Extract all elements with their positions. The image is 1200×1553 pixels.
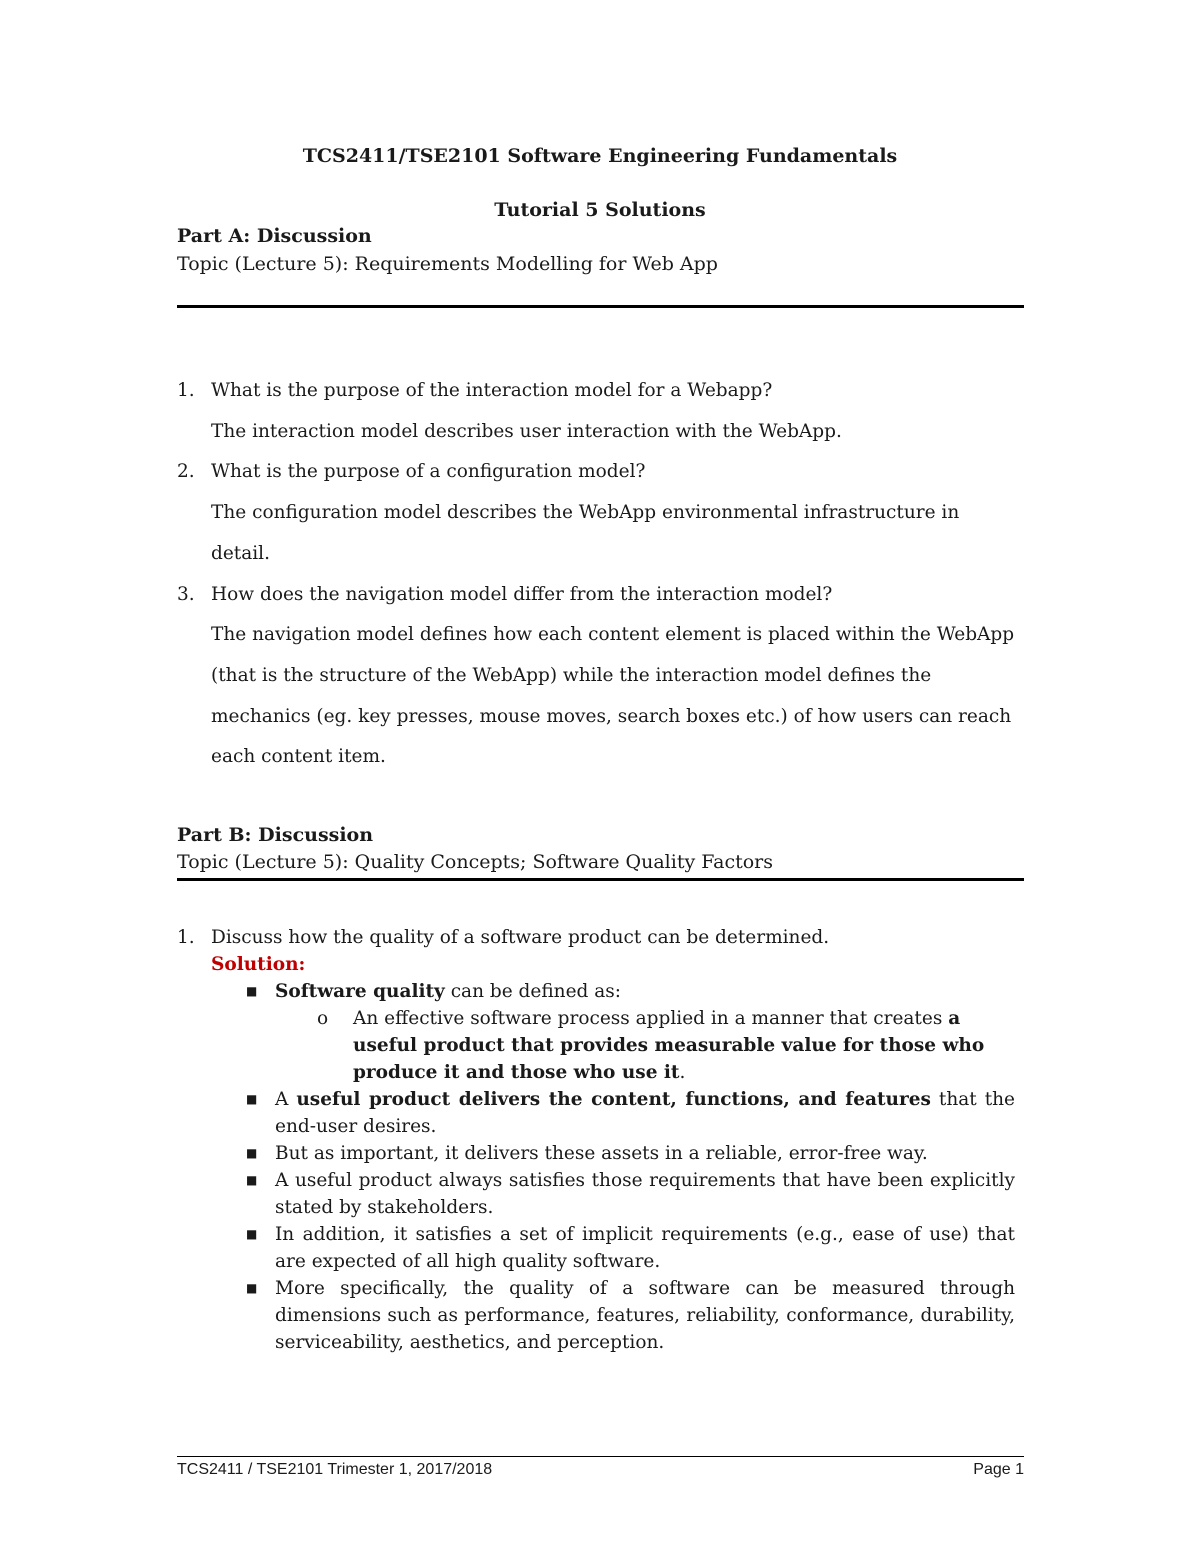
body-text: But as important, it delivers these assets in a reliable, error-free way. xyxy=(275,1143,928,1164)
document-subtitle: Tutorial 5 Solutions xyxy=(494,199,706,221)
part-b-question xyxy=(177,924,1037,951)
part-b-content xyxy=(177,924,1037,1356)
square-bullet-icon: ■ xyxy=(246,1227,258,1241)
question-item-3 xyxy=(177,575,1037,779)
sub-list-item xyxy=(177,1005,1037,1086)
bold-text: Software quality xyxy=(275,981,445,1002)
page-number: Page 1 xyxy=(973,1461,1024,1478)
answer-text: The configuration model describes the WebApp environmental infrastructure in detail. xyxy=(211,502,960,564)
part-b-heading: Part B: Discussion xyxy=(177,824,374,846)
question-item-2 xyxy=(177,452,1037,574)
body-text: . xyxy=(679,1062,686,1083)
body-text: can be defined as: xyxy=(444,981,622,1002)
part-b-topic: Topic (Lecture 5): Quality Concepts; Software Quality Factors xyxy=(177,851,773,873)
part-a-divider xyxy=(177,305,1024,308)
square-bullet-icon: ■ xyxy=(246,1281,258,1295)
bold-text: a useful product that provides measurable value for those who produce it and those who use it xyxy=(353,1008,985,1083)
question-text: How does the navigation model differ from the interaction model? xyxy=(211,583,833,605)
question-number: 1. xyxy=(177,927,195,948)
list-item xyxy=(177,978,1037,1005)
question-text: What is the purpose of the interaction model for a Webapp? xyxy=(211,380,773,401)
body-text: A xyxy=(275,1089,297,1110)
body-text: More specifically, the quality of a software can be measured through dimensions such as performance, features, reliability, conformance, durability, serviceability, aesthetics, and perception. xyxy=(275,1278,1015,1353)
solution-bullet-list xyxy=(177,978,1037,1356)
question-item-1 xyxy=(177,371,1037,452)
question-number: 3. xyxy=(177,583,195,605)
body-text: An effective software process applied in a manner that creates xyxy=(353,1008,949,1029)
solution-label: Solution: xyxy=(211,954,306,975)
part-b-divider xyxy=(177,878,1024,881)
list-item xyxy=(177,1275,1037,1356)
circle-bullet-icon: o xyxy=(317,1008,329,1029)
question-number: 2. xyxy=(177,461,195,483)
body-text: In addition, it satisfies a set of implicit requirements (e.g., ease of use) that are expected of all high quality software. xyxy=(275,1224,1015,1272)
square-bullet-icon: ■ xyxy=(246,1173,258,1187)
part-a-topic: Topic (Lecture 5): Requirements Modelling for Web App xyxy=(177,253,718,275)
part-a-questions xyxy=(177,371,1037,778)
body-text: that the end-user desires. xyxy=(275,1089,1016,1137)
square-bullet-icon: ■ xyxy=(246,1092,258,1106)
footer-course-info: TCS2411 / TSE2101 Trimester 1, 2017/2018 xyxy=(177,1461,493,1478)
bold-text: useful product delivers the content, functions, and features xyxy=(296,1089,931,1110)
list-item xyxy=(177,1221,1037,1275)
body-text: A useful product always satisfies those requirements that have been explicitly stated by stakeholders. xyxy=(275,1170,1015,1218)
list-item xyxy=(177,1086,1037,1140)
question-number: 1. xyxy=(177,380,195,401)
list-item xyxy=(177,1140,1037,1167)
question-text: Discuss how the quality of a software product can be determined. xyxy=(211,927,830,948)
square-bullet-icon: ■ xyxy=(246,1146,258,1160)
document-title: TCS2411/TSE2101 Software Engineering Fundamentals xyxy=(302,145,898,167)
part-a-heading: Part A: Discussion xyxy=(177,225,372,247)
answer-text: The navigation model defines how each content element is placed within the WebApp (that is the structure of the WebApp) while the interaction model defines the mechanics (eg. key presses, mouse moves, search boxes etc.) of how users can reach each content item. xyxy=(211,624,1015,768)
footer-divider xyxy=(177,1456,1024,1457)
answer-text: The interaction model describes user interaction with the WebApp. xyxy=(211,420,842,442)
list-item xyxy=(177,1167,1037,1221)
square-bullet-icon: ■ xyxy=(246,984,258,998)
question-text: What is the purpose of a configuration model? xyxy=(211,461,646,483)
